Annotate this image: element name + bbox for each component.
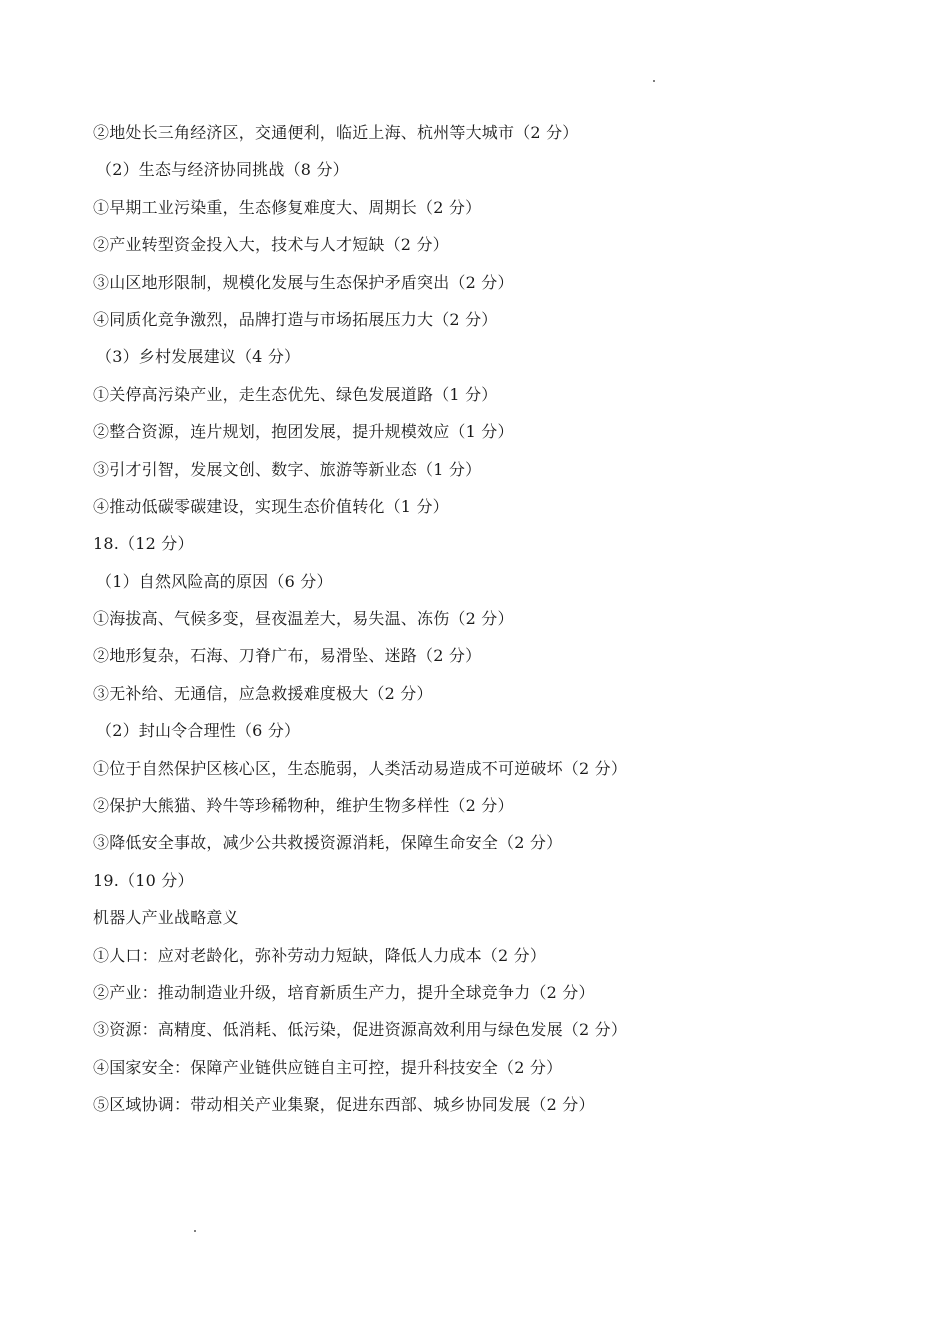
answer-line: ④国家安全：保障产业链供应链自主可控，提升科技安全（2 分） xyxy=(93,1057,563,1077)
section-heading: （3）乡村发展建议（4 分） xyxy=(96,347,301,367)
answer-line: ①人口：应对老龄化，弥补劳动力短缺，降低人力成本（2 分） xyxy=(93,945,547,965)
answer-line: ③无补给、无通信，应急救援难度极大（2 分） xyxy=(93,683,433,703)
answer-line: ②产业转型资金投入大，技术与人才短缺（2 分） xyxy=(93,235,449,255)
answer-line: ②地形复杂，石海、刀脊广布，易滑坠、迷路（2 分） xyxy=(93,646,482,666)
section-heading: （2）封山令合理性（6 分） xyxy=(96,721,301,741)
answer-line: ①关停高污染产业，走生态优先、绿色发展道路（1 分） xyxy=(93,384,498,404)
answer-line: ②产业：推动制造业升级，培育新质生产力，提升全球竞争力（2 分） xyxy=(93,982,595,1002)
question-number: 18.（12 分） xyxy=(93,534,194,554)
answer-line: ②整合资源，连片规划，抱团发展，提升规模效应（1 分） xyxy=(93,422,514,442)
answer-line: ③引才引智，发展文创、数字、旅游等新业态（1 分） xyxy=(93,459,482,479)
answer-line: ③资源：高精度、低消耗、低污染，促进资源高效利用与绿色发展（2 分） xyxy=(93,1020,628,1040)
answer-line: ④推动低碳零碳建设，实现生态价值转化（1 分） xyxy=(93,496,449,516)
answer-line: ③降低安全事故，减少公共救援资源消耗，保障生命安全（2 分） xyxy=(93,833,563,853)
question-number: 19.（10 分） xyxy=(93,870,194,890)
section-heading: （2）生态与经济协同挑战（8 分） xyxy=(96,160,349,180)
section-heading: （1）自然风险高的原因（6 分） xyxy=(96,571,333,591)
speck-mark xyxy=(653,80,655,82)
answer-line: ①早期工业污染重，生态修复难度大、周期长（2 分） xyxy=(93,197,482,217)
speck-mark xyxy=(194,1230,196,1232)
section-heading: 机器人产业战略意义 xyxy=(93,908,239,928)
answer-line: ①海拔高、气候多变，昼夜温差大，易失温、冻伤（2 分） xyxy=(93,609,514,629)
answer-line: ⑤区域协调：带动相关产业集聚，促进东西部、城乡协同发展（2 分） xyxy=(93,1095,595,1115)
answer-line: ③山区地形限制，规模化发展与生态保护矛盾突出（2 分） xyxy=(93,272,514,292)
answer-line: ②地处长三角经济区，交通便利，临近上海、杭州等大城市（2 分） xyxy=(93,123,579,142)
answer-line: ④同质化竞争激烈，品牌打造与市场拓展压力大（2 分） xyxy=(93,309,498,329)
answer-line: ①位于自然保护区核心区，生态脆弱，人类活动易造成不可逆破坏（2 分） xyxy=(93,758,628,778)
answer-line: ②保护大熊猫、羚牛等珍稀物种，维护生物多样性（2 分） xyxy=(93,796,514,816)
answer-content xyxy=(93,119,893,1129)
